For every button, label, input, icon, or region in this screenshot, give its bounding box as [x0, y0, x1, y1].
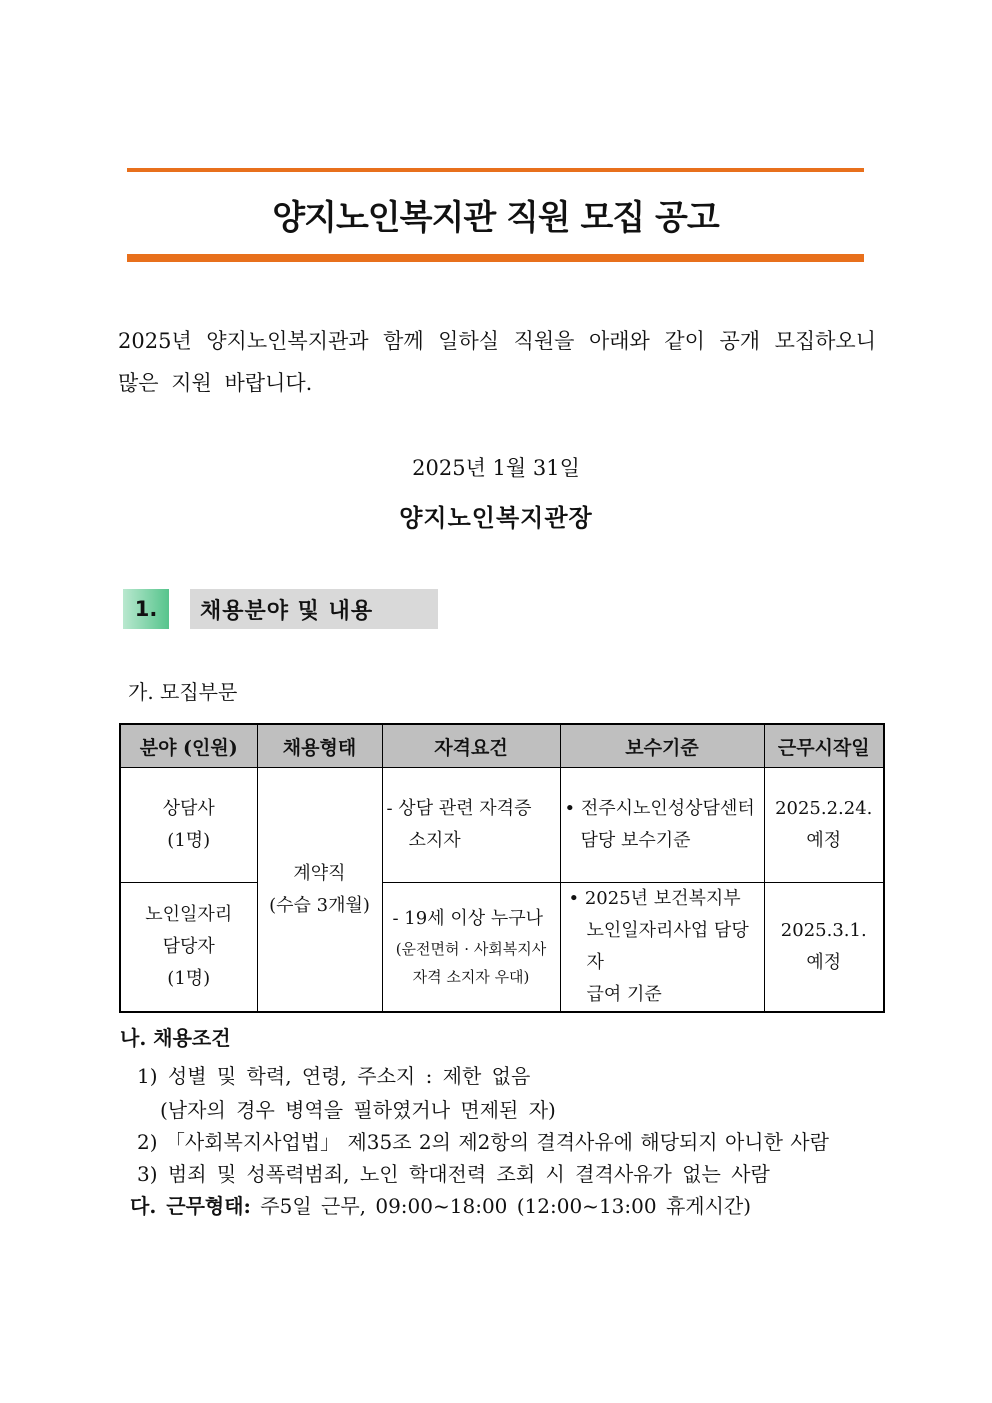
- cell-employment-type: [257, 768, 382, 1013]
- cell-line: 담당자: [162, 936, 215, 957]
- table-row: [120, 883, 884, 1013]
- title-top-rule: [127, 168, 864, 172]
- cell-line: (1명): [167, 968, 211, 989]
- cell-line: 소지자: [408, 830, 461, 851]
- cell-line: 급여 기준: [586, 984, 662, 1005]
- cell-field: [120, 768, 257, 883]
- cell-line: 상담사: [162, 798, 215, 819]
- table-row: [120, 768, 884, 883]
- header-qualification: 자격요건: [382, 724, 560, 768]
- header-field: 분야 (인원): [120, 724, 257, 768]
- cell-field: [120, 883, 257, 1013]
- cell-line: 예정: [806, 830, 842, 851]
- cell-pay: [560, 768, 764, 883]
- cell-line: 노인일자리: [145, 904, 233, 925]
- work-type-label: 다. 근무형태:: [130, 1194, 251, 1218]
- cell-line: 2025.2.24.: [775, 798, 873, 819]
- cell-qualification: [382, 883, 560, 1013]
- work-type: [130, 1190, 751, 1219]
- cell-line: 2025.3.1.: [780, 920, 867, 941]
- condition-item: 1) 성별 및 학력, 연령, 주소지 : 제한 없음: [137, 1064, 531, 1088]
- cell-line: • 전주시노인성상담센터: [564, 798, 755, 819]
- intro-paragraph: 2025년 양지노인복지관과 함께 일하실 직원을 아래와 같이 공개 모집하오니 많은 지원 바랍니다.: [118, 329, 876, 395]
- cell-line: 담당 보수기준: [580, 830, 691, 851]
- section-title: 채용분야 및 내용: [190, 589, 438, 629]
- section-number-badge: 1.: [123, 589, 169, 629]
- cell-line: • 2025년 보건복지부: [568, 888, 741, 909]
- cell-start-date: [764, 768, 884, 883]
- subsection-a-heading: 가. 모집부문: [128, 680, 238, 704]
- condition-item: 3) 범죄 및 성폭력범죄, 노인 학대전력 조회 시 결격사유가 없는 사람: [137, 1162, 770, 1186]
- subsection-b-heading: 나. 채용조건: [120, 1026, 231, 1050]
- cell-qualification: [382, 768, 560, 883]
- cell-line: 노인일자리사업 담당자: [586, 920, 749, 973]
- work-type-value: 주5일 근무, 09:00~18:00 (12:00~13:00 휴게시간): [260, 1194, 752, 1218]
- cell-line: 예정: [806, 952, 842, 973]
- cell-start-date: [764, 883, 884, 1013]
- cell-line: 자격 소지자 우대): [412, 968, 530, 986]
- table-header-row: [120, 724, 884, 768]
- header-start-date: 근무시작일: [764, 724, 884, 768]
- cell-line: - 상담 관련 자격증: [386, 798, 532, 819]
- cell-line: (운전면허 · 사회복지사: [395, 940, 547, 958]
- signature: 양지노인복지관장: [399, 503, 593, 532]
- cell-line: - 19세 이상 누구나: [392, 908, 543, 929]
- cell-line: 계약직: [293, 862, 346, 884]
- cell-line: (1명): [167, 830, 211, 851]
- page-title: 양지노인복지관 직원 모집 공고: [272, 198, 719, 238]
- condition-item: 2) 「사회복지사업법」 제35조 2의 제2항의 결격사유에 해당되지 아니한 사람: [137, 1130, 829, 1154]
- header-pay: 보수기준: [560, 724, 764, 768]
- announcement-date: 2025년 1월 31일: [412, 456, 580, 480]
- header-employment-type: 채용형태: [257, 724, 382, 768]
- recruitment-table: [119, 723, 885, 1013]
- condition-note: (남자의 경우 병역을 필하였거나 면제된 자): [160, 1098, 556, 1122]
- cell-line: (수습 3개월): [269, 894, 370, 916]
- cell-pay: [560, 883, 764, 1013]
- title-bottom-rule: [127, 254, 864, 262]
